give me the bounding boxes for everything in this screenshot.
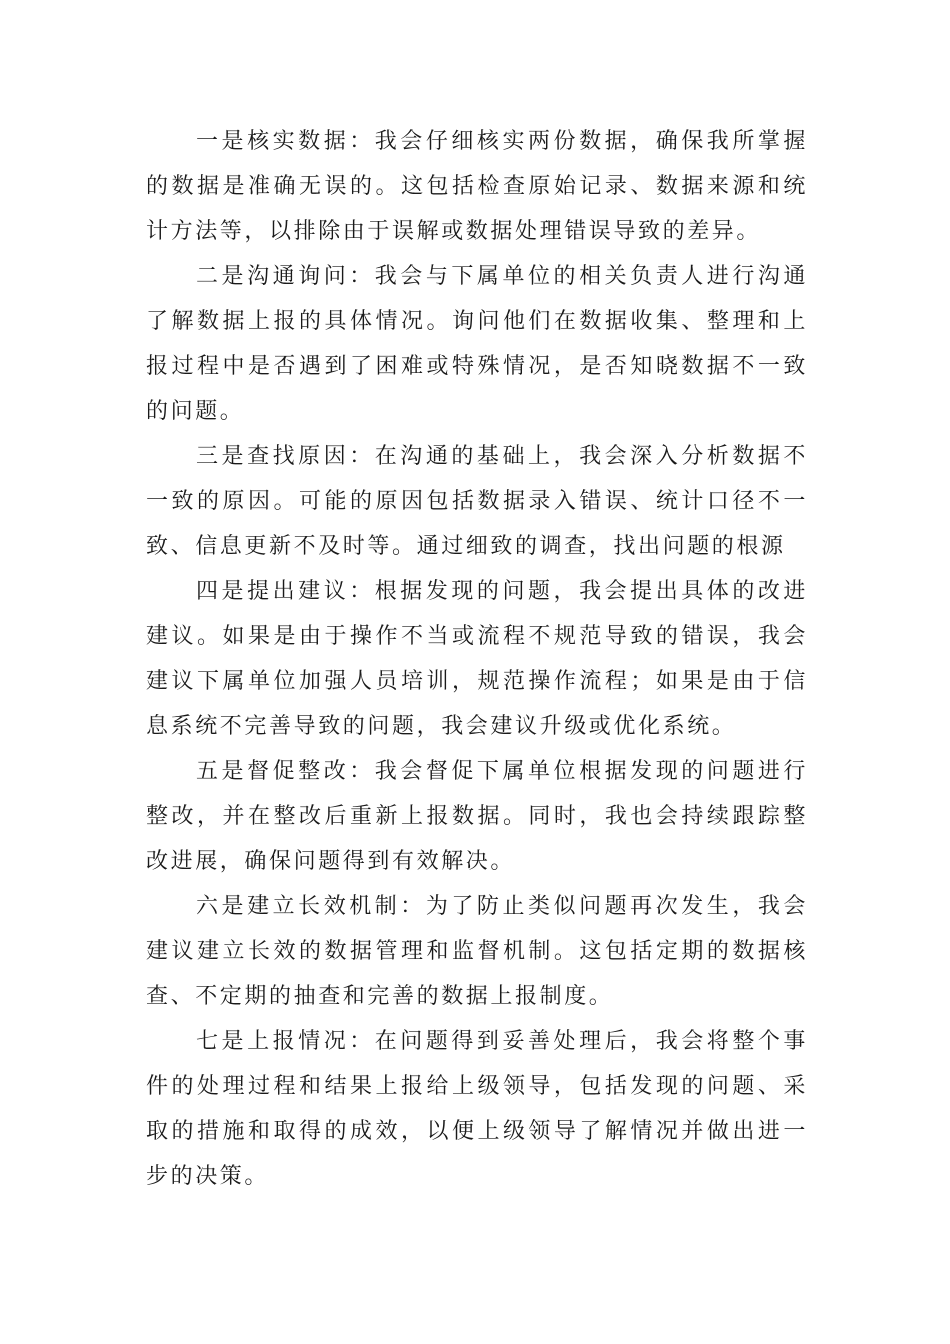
paragraph-long-term-mechanism: 六是建立长效机制：为了防止类似问题再次发生，我会建议建立长效的数据管理和监督机制。这包括定期的数据核查、不定期的抽查和完善的数据上报制度。 xyxy=(146,894,808,1009)
paragraph-find-causes: 三是查找原因：在沟通的基础上，我会深入分析数据不一致的原因。可能的原因包括数据录入错误、统计口径不一致、信息更新不及时等。通过细致的调查，找出问题的根源 xyxy=(146,444,808,559)
document-body xyxy=(146,119,808,1199)
paragraph-verify-data: 一是核实数据：我会仔细核实两份数据，确保我所掌握的数据是准确无误的。这包括检查原始记录、数据来源和统计方法等，以排除由于误解或数据处理错误导致的差异。 xyxy=(146,129,808,244)
paragraph-report-situation: 七是上报情况：在问题得到妥善处理后，我会将整个事件的处理过程和结果上报给上级领导，包括发现的问题、采取的措施和取得的成效，以便上级领导了解情况并做出进一步的决策。 xyxy=(146,1029,808,1189)
paragraph-communicate-inquire: 二是沟通询问：我会与下属单位的相关负责人进行沟通了解数据上报的具体情况。询问他们在数据收集、整理和上报过程中是否遇到了困难或特殊情况，是否知晓数据不一致的问题。 xyxy=(146,264,808,424)
paragraph-supervise-rectification: 五是督促整改：我会督促下属单位根据发现的问题进行整改，并在整改后重新上报数据。同时，我也会持续跟踪整改进展，确保问题得到有效解决。 xyxy=(146,759,808,874)
paragraph-propose-suggestions: 四是提出建议：根据发现的问题，我会提出具体的改进建议。如果是由于操作不当或流程不规范导致的错误，我会建议下属单位加强人员培训，规范操作流程；如果是由于信息系统不完善导致的问题，我会建议升级或优化系统。 xyxy=(146,579,808,739)
